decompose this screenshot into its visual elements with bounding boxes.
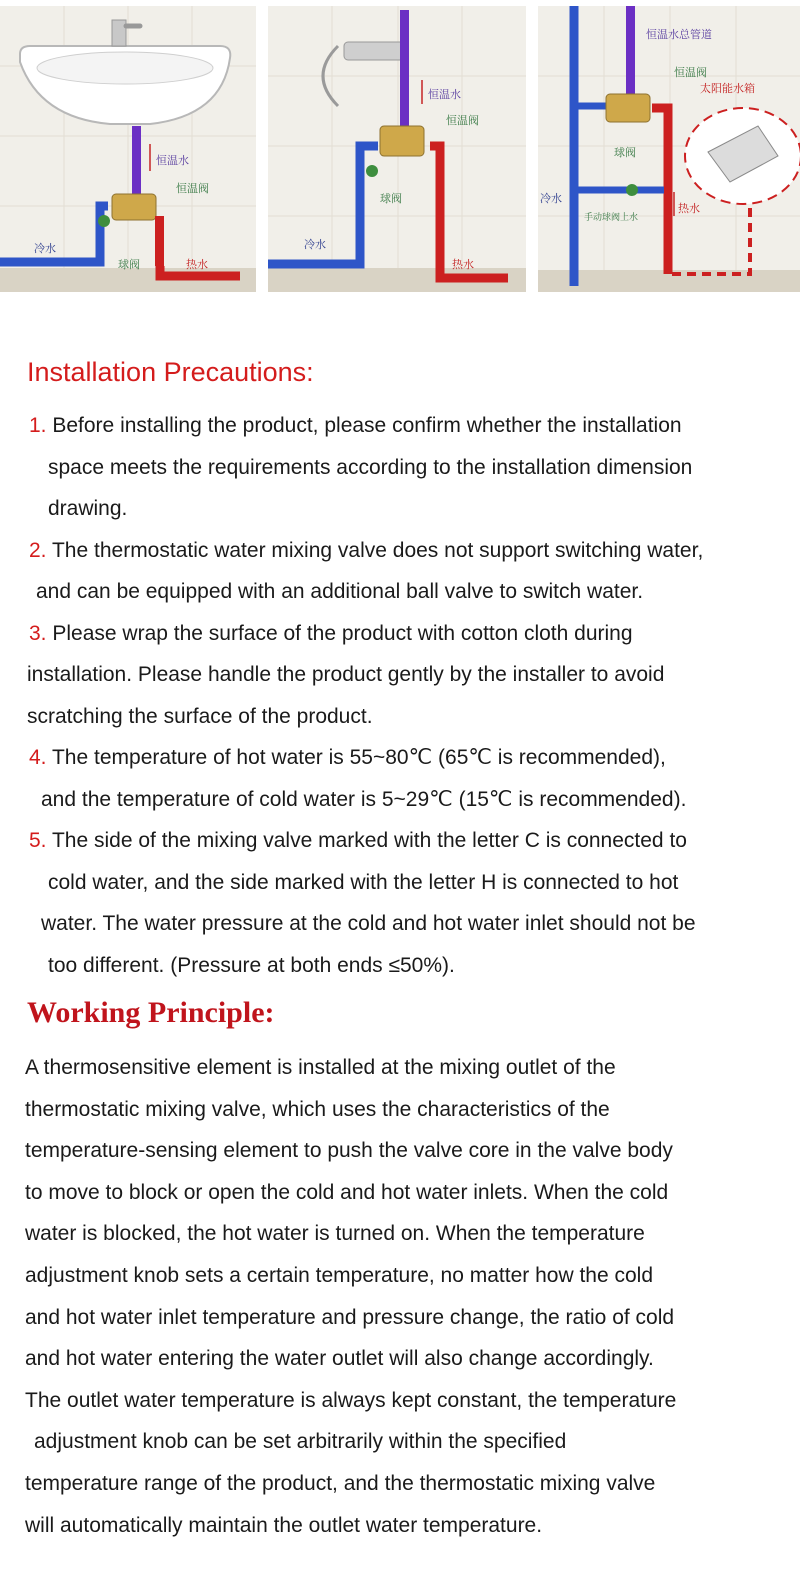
solar-manual-valve-label: 手动球阀上水 — [584, 213, 639, 223]
precaution-item — [0, 820, 800, 986]
installation-diagrams — [0, 6, 800, 292]
working-principle-body — [25, 1047, 795, 1546]
precaution-item — [0, 613, 800, 738]
shower-ball-valve-label: 球阀 — [380, 192, 402, 205]
principle-line: will automatically maintain the outlet water temperature. — [25, 1513, 543, 1537]
principle-line: thermostatic mixing valve, which uses the characteristics of the — [25, 1097, 610, 1121]
shower-thermostatic-pipe — [400, 10, 409, 130]
precaution-text: The temperature of hot water is 55~80℃ (65℃ is recommended), — [51, 746, 666, 769]
shower-mixing-valve — [380, 126, 424, 156]
precaution-text: cold water, and the side marked with the letter H is connected to hot — [48, 870, 679, 894]
precaution-item — [0, 737, 800, 820]
solar-diagram-drawing — [538, 6, 800, 292]
ball-valve-handle — [98, 215, 110, 227]
solar-hot-label: 热水 — [678, 202, 700, 215]
solar-thermostatic-valve-label: 恒温阀 — [674, 66, 707, 79]
precaution-text: water. The water pressure at the cold and hot water inlet should not be — [41, 912, 696, 935]
solar-cold-label: 冷水 — [540, 192, 562, 205]
precaution-number: 2. — [29, 538, 47, 562]
basin-thermostatic-valve-label: 恒温阀 — [176, 182, 209, 195]
precaution-item — [0, 405, 800, 530]
shower-cold-label: 冷水 — [304, 238, 326, 251]
solar-main-pipe — [626, 6, 635, 102]
precaution-item — [0, 530, 800, 613]
hot-pipe — [155, 216, 164, 266]
precaution-text: The thermostatic water mixing valve does not support switching water, — [51, 538, 704, 562]
precautions-list — [0, 405, 800, 986]
precaution-number: 4. — [29, 746, 47, 769]
solar-diagram — [538, 6, 800, 292]
precaution-text: space meets the requirements according to the installation dimension — [48, 455, 693, 479]
solar-mixing-valve — [606, 94, 650, 122]
precaution-text: and can be equipped with an additional ball valve to switch water. — [36, 580, 644, 603]
principle-line: and hot water inlet temperature and pressure change, the ratio of cold — [25, 1305, 675, 1329]
solar-ball-valve-label: 球阀 — [614, 146, 636, 159]
principle-line: adjustment knob can be set arbitrarily within the specified — [34, 1430, 567, 1454]
shower-hot-label: 热水 — [452, 258, 474, 271]
basin-faucet — [112, 20, 126, 46]
precaution-text: drawing. — [48, 497, 128, 520]
precaution-text: installation. Please handle the product gently by the installer to avoid — [27, 663, 665, 686]
precaution-text: and the temperature of cold water is 5~29℃ (15℃ is recommended). — [41, 787, 687, 811]
principle-line: A thermosensitive element is installed at the mixing outlet of the — [25, 1056, 616, 1079]
principle-line: water is blocked, the hot water is turned on. When the temperature — [25, 1222, 645, 1246]
precaution-text: too different. (Pressure at both ends ≤50%). — [48, 953, 455, 977]
precaution-text: Before installing the product, please confirm whether the installation — [52, 414, 682, 437]
installation-precautions-heading: Installation Precautions: — [27, 357, 314, 387]
precaution-text: scratching the surface of the product. — [27, 704, 373, 728]
shower-thermostatic-valve-label: 恒温阀 — [446, 114, 479, 127]
basin-diagram-drawing — [0, 6, 256, 292]
shower-diagram-drawing — [268, 6, 526, 292]
mixing-valve — [112, 194, 156, 220]
shower-diagram — [268, 6, 526, 292]
principle-line: to move to block or open the cold and hot water inlets. When the cold — [25, 1180, 669, 1204]
precaution-text: The side of the mixing valve marked with the letter C is connected to — [51, 829, 687, 852]
precaution-number: 3. — [29, 621, 47, 645]
shower-thermostatic-water-label: 恒温水 — [428, 88, 461, 101]
shower-mixer — [344, 42, 404, 60]
principle-line: temperature-sensing element to push the valve core in the valve body — [25, 1139, 673, 1163]
precaution-number: 5. — [29, 829, 47, 852]
precaution-text: Please wrap the surface of the product with cotton cloth during — [52, 621, 633, 645]
basin-cold-label: 冷水 — [34, 242, 56, 255]
precaution-number: 1. — [29, 414, 47, 437]
principle-line: and hot water entering the water outlet will also change accordingly. — [25, 1347, 654, 1371]
basin-diagram — [0, 6, 256, 292]
principle-line: adjustment knob sets a certain temperature, no matter how the cold — [25, 1263, 654, 1287]
solar-main-pipe-label: 恒温水总管道 — [646, 28, 712, 41]
principle-line: The outlet water temperature is always kept constant, the temperature — [25, 1388, 677, 1412]
basin-thermostatic-water-label: 恒温水 — [156, 154, 189, 167]
working-principle-heading: Working Principle: — [27, 996, 275, 1029]
principle-line: temperature range of the product, and the thermostatic mixing valve — [25, 1471, 656, 1495]
solar-tank-label: 太阳能水箱 — [700, 82, 755, 95]
basin-hot-label: 热水 — [186, 258, 208, 271]
thermostatic-pipe — [132, 126, 141, 196]
basin-ball-valve-label: 球阀 — [118, 258, 140, 271]
